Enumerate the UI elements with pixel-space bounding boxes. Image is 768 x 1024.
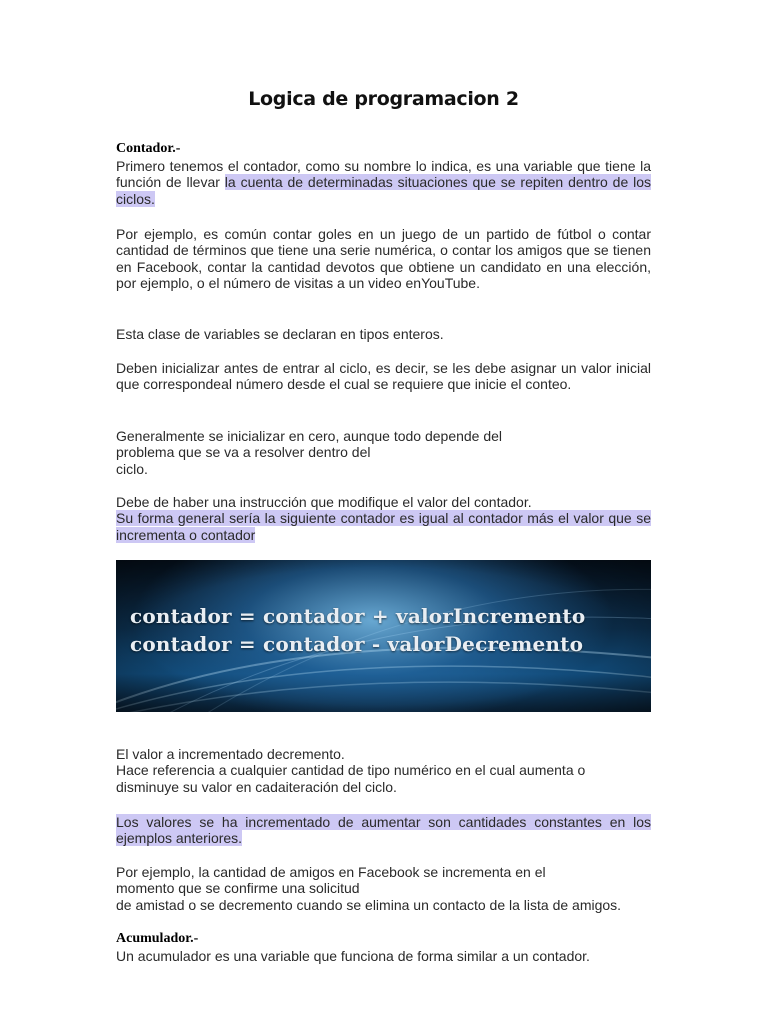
paragraph-line: Por ejemplo, la cantidad de amigos en Facebook se incrementa en el momento que se confirme una solicitud — [116, 864, 546, 897]
paragraph-contador-intro — [116, 158, 651, 207]
page-title: Logica de programacion 2 — [248, 88, 519, 110]
paragraph-text: Debe de haber una instrucción que modifique el valor del contador. — [116, 494, 532, 510]
paragraph-highlight-wrap — [116, 510, 651, 543]
highlighted-text: Los valores se ha incrementado de aumentar son cantidades constantes en los ejemplos anteriores. — [116, 814, 651, 847]
section-heading-contador: Contador.- — [116, 141, 181, 156]
paragraph-line: El valor a incrementado decremento. — [116, 746, 345, 762]
paragraph-line: de amistad o se decremento cuando se elimina un contacto de la lista de amigos. — [116, 896, 622, 913]
paragraph-increment-value — [116, 746, 651, 795]
paragraph-examples: Por ejemplo, es común contar goles en un juego de un partido de fútbol o contar cantidad de términos que tiene una serie numérica, o contar los amigos que se tienen en Facebook, contar la cantidad devotos que obtiene un candidato en una elección, por ejemplo, o el número de visitas a un video enYouTube. — [116, 226, 651, 292]
paragraph-initialize-zero — [116, 428, 651, 477]
formula-decrement: contador = contador - valorDecremento — [130, 632, 584, 656]
paragraph-initialize: Deben inicializar antes de entrar al ciclo, es decir, se les debe asignar un valor inicial que correspondeal número desde el cual se requiere que inicie el conteo. — [116, 360, 651, 393]
paragraph-facebook-example — [116, 864, 651, 913]
paragraph-text: Primero tenemos el contador, como su nombre lo indica, es una variable que tiene la función de llevar — [116, 158, 651, 191]
highlighted-text: Su forma general sería la siguiente contador es igual al contador más el valor que se incrementa o contador — [116, 510, 651, 543]
paragraph-line: Generalmente se inicializar en cero, aunque todo depende del problema que se va a resolver dentro del — [116, 428, 503, 461]
section-heading-acumulador: Acumulador.- — [116, 931, 199, 946]
formula-banner-image — [116, 560, 651, 712]
paragraph-instruction — [116, 494, 651, 543]
paragraph-constant-values — [116, 814, 651, 847]
formula-increment: contador = contador + valorIncremento — [130, 604, 586, 628]
paragraph-integer-types: Esta clase de variables se declaran en tipos enteros. — [116, 326, 444, 342]
paragraph-acumulador-intro: Un acumulador es una variable que funciona de forma similar a un contador. — [116, 948, 590, 964]
highlighted-text: la cuenta de determinadas situaciones que se repiten dentro de los ciclos. — [116, 174, 652, 207]
paragraph-line: Hace referencia a cualquier cantidad de tipo numérico en el cual aumenta o disminuye su valor en cadaiteración del ciclo. — [116, 762, 586, 795]
paragraph-line: ciclo. — [116, 460, 148, 477]
